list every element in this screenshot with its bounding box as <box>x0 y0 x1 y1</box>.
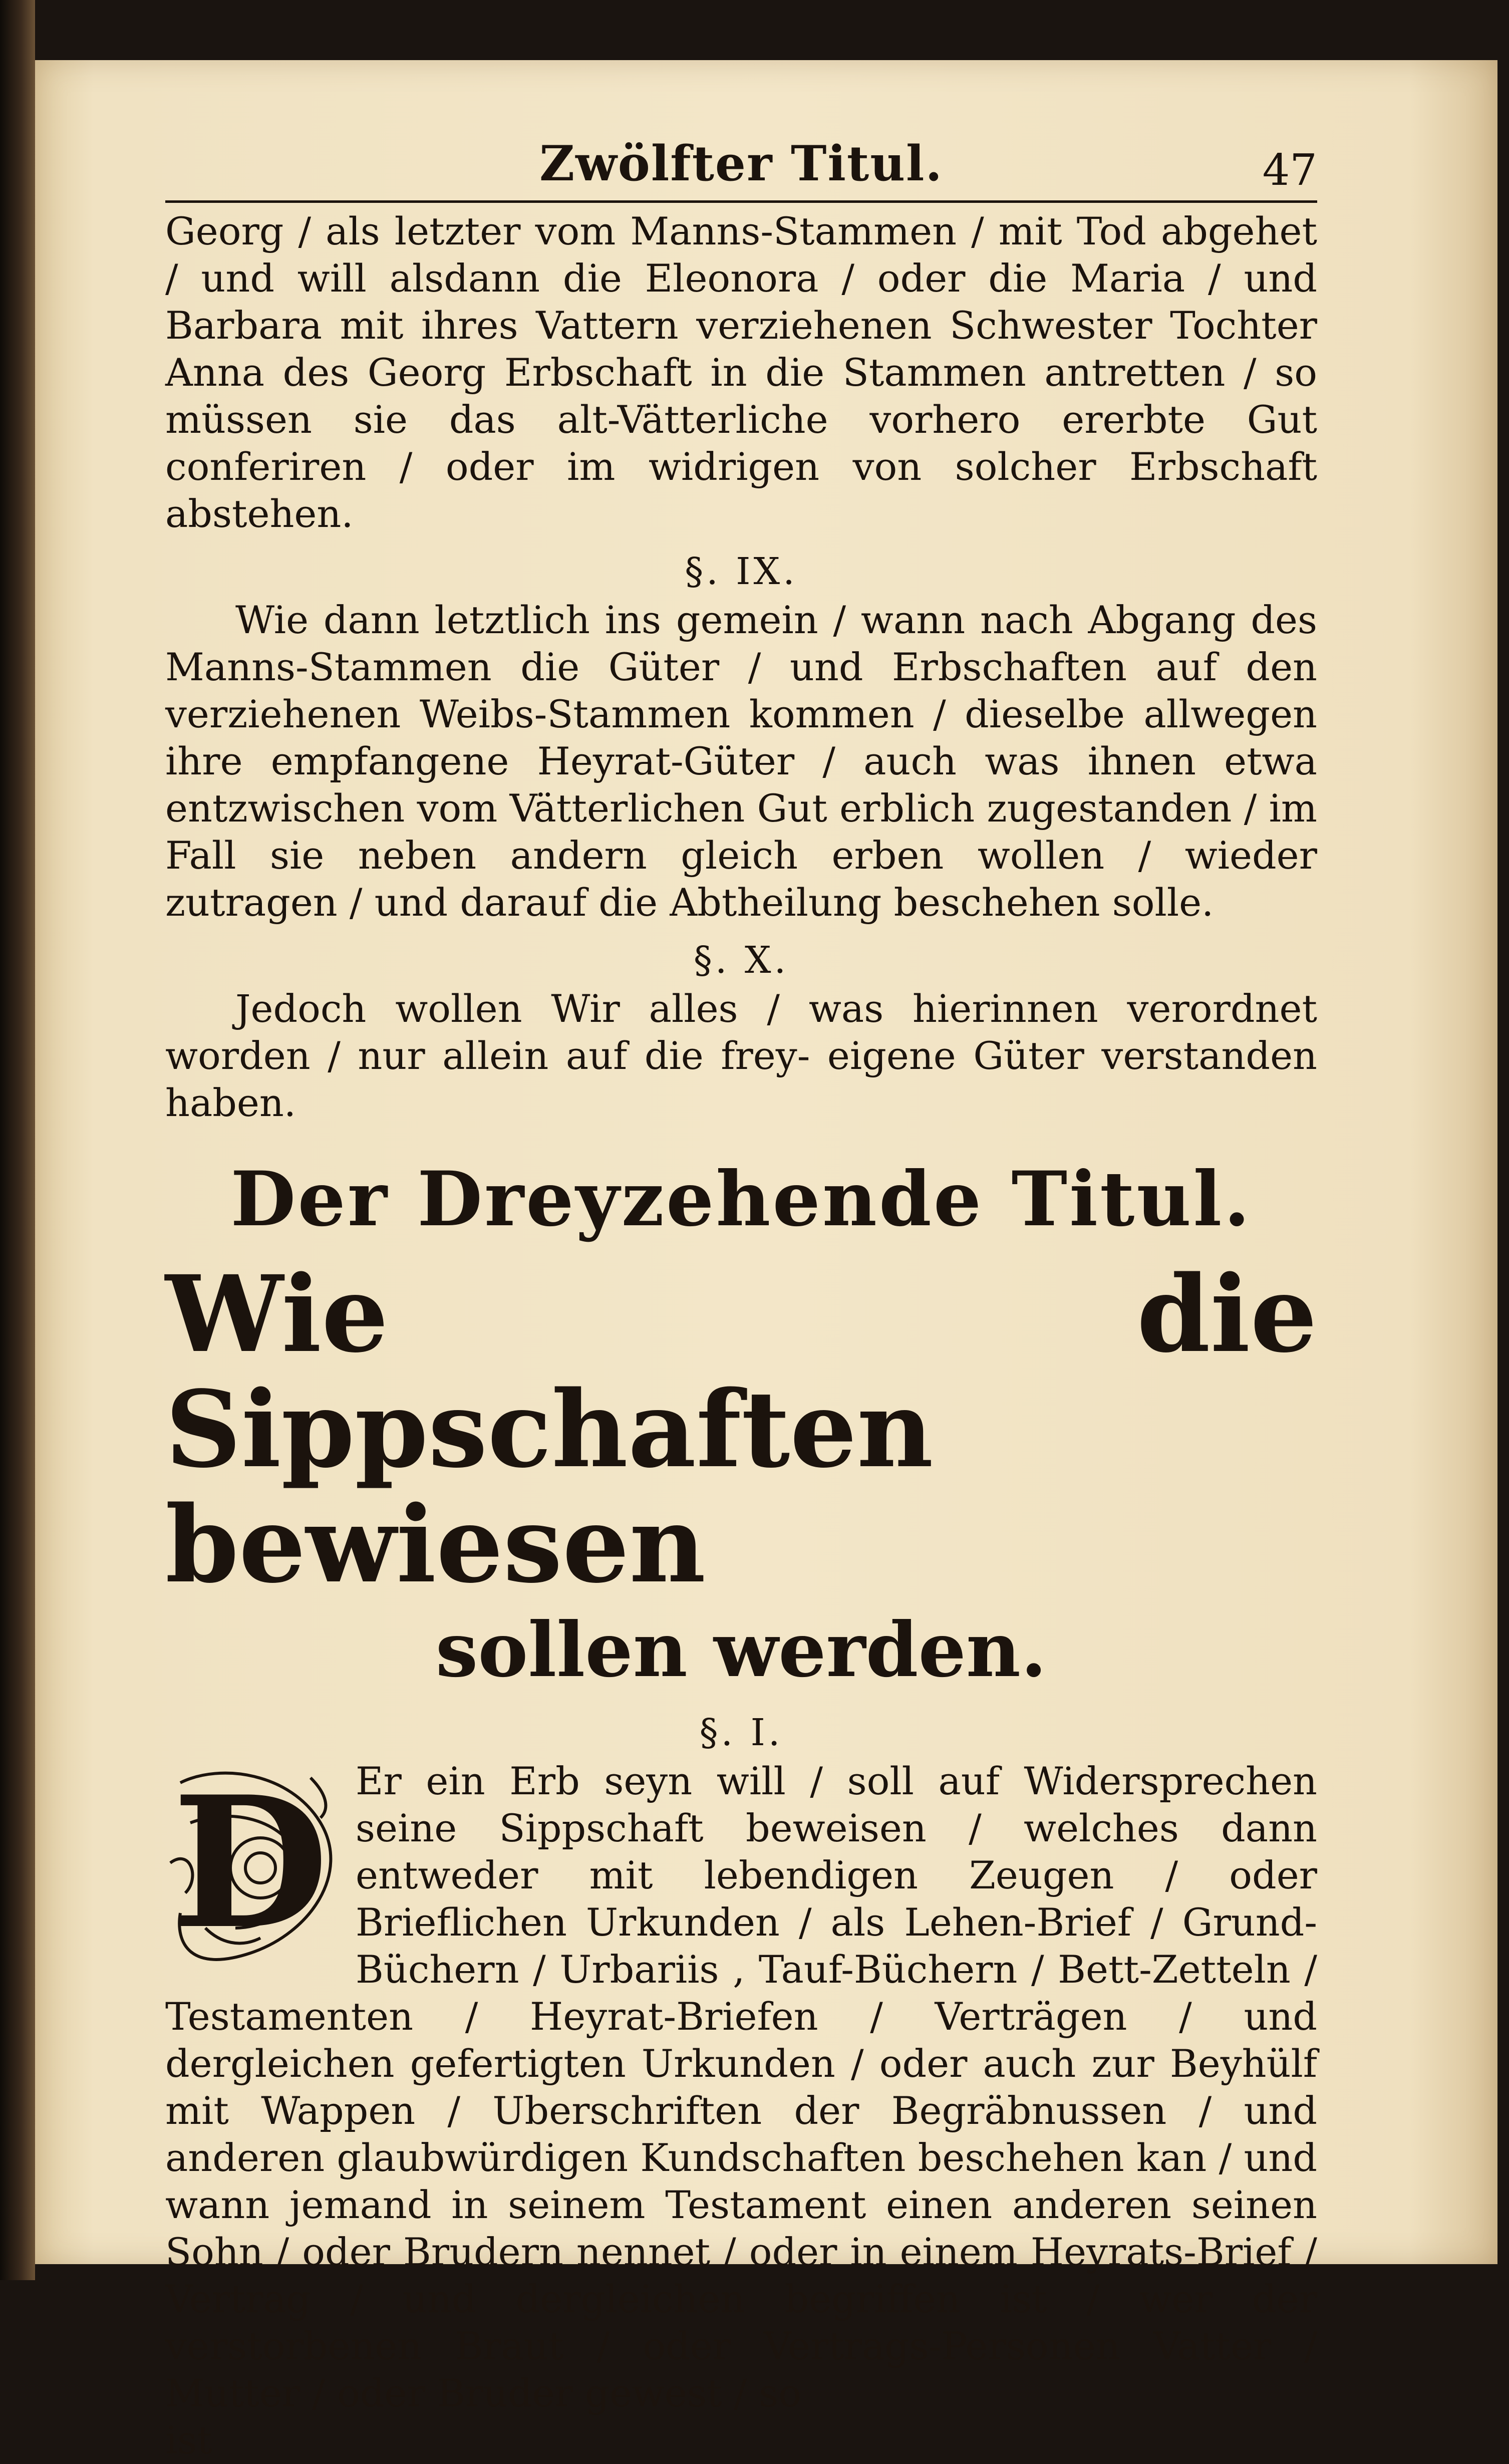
drop-cap-letter: D <box>172 1757 329 1969</box>
page-number: 47 <box>1262 145 1317 195</box>
decorative-initial <box>160 1757 341 1969</box>
chapter-heading: Der Dreyzehende Titul. <box>230 1155 1252 1243</box>
section-i-label: §. I. <box>699 1711 783 1754</box>
book-spine <box>0 0 35 2280</box>
section-ix-text: Wie dann letztlich ins gemein / wann nach Abgang des Manns-Stammen die Güter / und Erbschaften auf den verziehenen Weibs-Stammen kommen / dieselbe allwegen ihre empfangene Heyrat-Güter / auch was ihnen etwa entzwischen vom Vätterlichen Gut erblich zugestanden / im Fall sie neben andern gleich erben wollen / wieder zutragen / und darauf die Abtheilung beschehen solle. <box>165 598 1317 925</box>
section-x-text: Jedoch wollen Wir alles / was hierinnen verordnet worden / nur allein auf die frey- eigene Güter verstanden haben. <box>165 986 1317 1125</box>
text-column <box>165 125 1317 2464</box>
catchword: ist <box>165 2418 212 2462</box>
section-ix-label: §. IX. <box>685 550 798 593</box>
section-i-body <box>165 1758 1317 2464</box>
running-title: Zwölfter Titul. <box>539 135 943 192</box>
chapter-title-line-1: Wie die Sippschaften bewiesen <box>165 1252 1317 1606</box>
chapter-title-line-2: sollen werden. <box>435 1606 1047 1694</box>
section-x-label: §. X. <box>693 939 789 982</box>
section-i-text: Er ein Erb seyn will / soll auf Widersprechen seine Sippschaft beweisen / welches dann entweder mit lebendigen Zeugen / oder Brieflichen Urkunden / als Lehen-Brief / Grund-Büchern / Urbariis , Tauf-Büchern / Bett-Zetteln / Testamenten / Heyrat-Briefen / Verträgen / und dergleichen gefertigten Urkunden / oder auch zur Beyhülf mit Wappen / Uberschriften der Begräbnussen / und anderen glaubwürdigen Kundschaften beschehen kan / und wann jemand in seinem Testament einen anderen seinen Sohn / oder Brudern nennet / oder in einem Heyrats-Brief / Vertrag / und dergleichen begriffen ist / wer der verstorbenen Braut / oder Vertrags-Personen Vatter / Mutter / oder Bruder gewest / so <box>165 1759 1317 2415</box>
running-header <box>165 125 1317 203</box>
paragraph-continued: Georg / als letzter vom Manns-Stammen / mit Tod abgehet / und will alsdann die Eleonora / oder die Maria / und Barbara mit ihres Vattern verziehenen Schwester Tochter Anna des Georg Erbschaft in die Stammen antretten / so müssen sie das alt-Vätterliche vorhero ererbte Gut conferiren / oder im widrigen von solcher Erbschaft abstehen. <box>165 209 1317 536</box>
